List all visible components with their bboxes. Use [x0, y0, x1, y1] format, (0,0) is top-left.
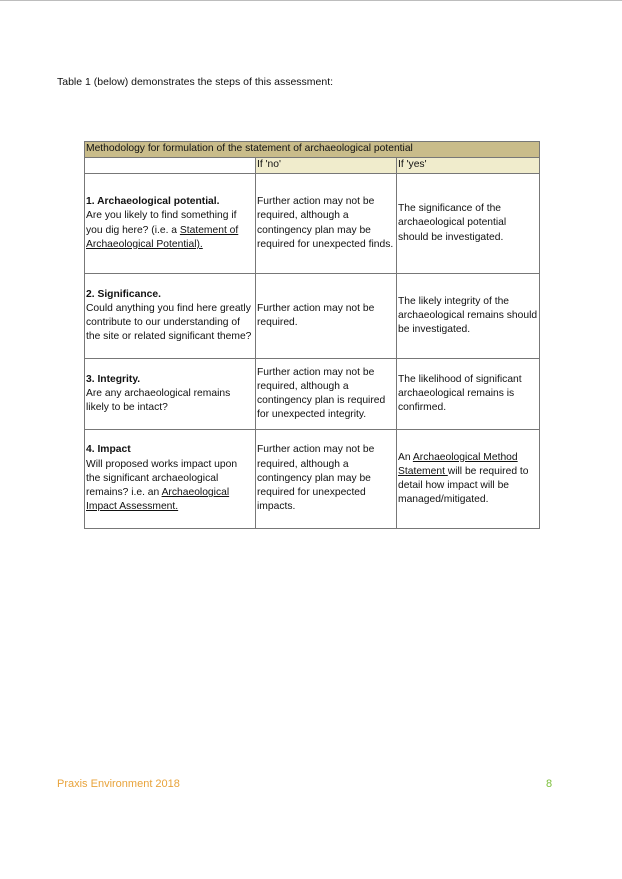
impact-assessment-link[interactable]: Archaeological Impact Assessment. [86, 487, 230, 513]
header-blank [85, 158, 256, 174]
header-if-no: If 'no' [256, 158, 397, 174]
question-text: Will proposed works impact upon the significant archaeological remains? i.e. an [86, 458, 238, 499]
footer-company: Praxis Environment 2018 [57, 778, 180, 790]
question-cell [85, 359, 256, 430]
header-if-yes: If 'yes' [397, 158, 540, 174]
yes-suffix: will be required to detail how impact will be managed/mitigated. [398, 465, 529, 506]
question-text: Could anything you find here greatly contribute to our understanding of the site or related significant theme? [86, 302, 252, 343]
if-yes-cell: The likelihood of significant archaeological remains is confirmed. [397, 359, 540, 430]
if-no-cell: Further action may not be required. [256, 274, 397, 359]
page-number: 8 [546, 778, 553, 790]
if-no-cell: Further action may not be required, although a contingency plan may be required for unexpected finds. [256, 174, 397, 274]
method-statement-link[interactable]: Archaeological Method Statement [398, 451, 518, 477]
question-title: 2. Significance. [86, 288, 161, 300]
intro-paragraph: Table 1 (below) demonstrates the steps of this assessment: [57, 76, 334, 88]
question-title: 1. Archaeological potential. [86, 196, 220, 208]
if-no-cell: Further action may not be required, although a contingency plan is required for unexpected integrity. [256, 359, 397, 430]
methodology-table [84, 141, 540, 529]
table-title-row [85, 142, 540, 158]
question-text: Are any archaeological remains likely to be intact? [86, 387, 231, 414]
table-title: Methodology for formulation of the statement of archaeological potential [85, 142, 540, 158]
table-row [85, 430, 540, 529]
yes-prefix: An [398, 451, 413, 463]
if-yes-cell: The likely integrity of the archaeological remains should be investigated. [397, 274, 540, 359]
question-cell [85, 430, 256, 529]
question-text: Are you likely to find something if you dig here? (i.e. a [86, 210, 237, 236]
table-header-row [85, 158, 540, 174]
question-title: 3. Integrity. [86, 373, 141, 385]
if-no-cell: Further action may not be required, although a contingency plan may be required for unexpected impacts. [256, 430, 397, 529]
statement-link[interactable]: Statement of Archaeological Potential). [86, 224, 239, 250]
table-row [85, 274, 540, 359]
if-yes-cell: The significance of the archaeological potential should be investigated. [397, 174, 540, 274]
question-cell [85, 274, 256, 359]
table-row [85, 174, 540, 274]
table-row [85, 359, 540, 430]
question-cell [85, 174, 256, 274]
top-rule [0, 0, 622, 1]
if-yes-cell [397, 430, 540, 529]
question-title: 4. Impact [86, 444, 131, 456]
